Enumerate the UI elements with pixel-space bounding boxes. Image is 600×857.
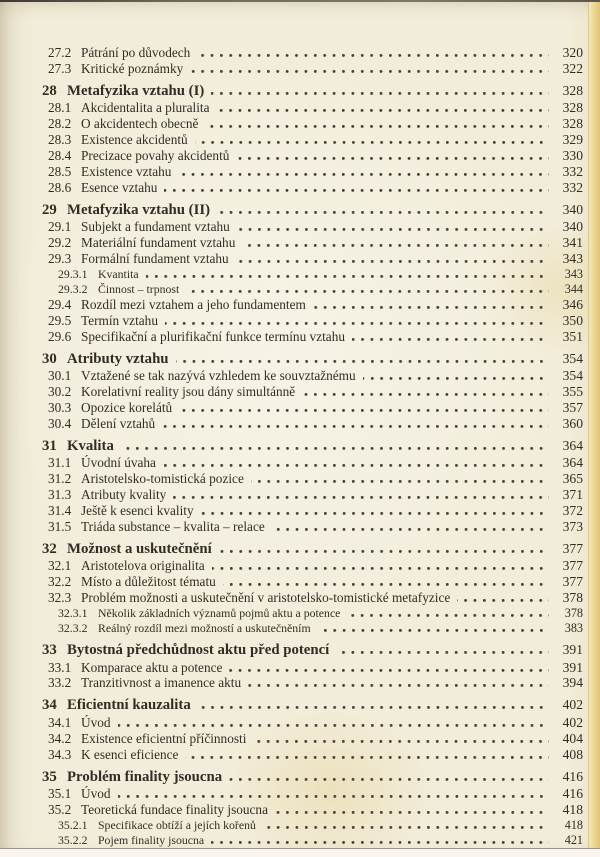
toc-entry-title: Kvantita [98, 266, 139, 281]
dot-leader-icon [201, 512, 549, 515]
dot-leader-icon [118, 724, 549, 727]
toc-entry-number: 32 [42, 540, 57, 557]
dot-leader-icon [165, 322, 549, 325]
toc-entry [42, 148, 583, 164]
toc-entry-title: Několik základních významů pojmů aktu a potence [98, 606, 341, 621]
toc-entry-number: 30.1 [48, 368, 72, 384]
toc-entry-page: 357 [562, 400, 583, 415]
toc-entry-title: Problém možnosti a uskutečnění v aristotelsko-tomistické metafyzice [81, 590, 451, 606]
dot-leader-icon [236, 260, 549, 263]
toc-entry-title: Možnost a uskutečnění [67, 540, 212, 557]
toc-entry [42, 180, 583, 196]
toc-entry [42, 786, 583, 802]
toc-entry-title: Existence vztahu [81, 163, 172, 179]
toc-entry-title: Korelativní reality jsou dány simultánně [81, 384, 296, 400]
toc-entry-title: Existence akcidentů [81, 132, 188, 148]
toc-entry [42, 400, 583, 416]
toc-entry-number: 28.2 [48, 116, 72, 132]
toc-entry-page: 383 [564, 621, 583, 636]
dot-leader-icon [248, 684, 549, 687]
toc-entry-title: Termín vztahu [81, 312, 158, 328]
toc-entry [42, 574, 583, 590]
dot-leader-icon [313, 306, 549, 309]
toc-entry-title: Tranzitivnost a imanence aktu [81, 675, 242, 691]
toc-entry-number: 31.2 [48, 471, 72, 487]
toc-entry-number: 29.5 [48, 312, 72, 328]
toc-entry-page: 408 [562, 746, 583, 762]
toc-entry-title: Materiální fundament vztahu [81, 235, 236, 251]
toc-entry-page: 329 [562, 132, 583, 148]
toc-entry-page: 394 [562, 675, 583, 691]
toc-entry-page: 343 [564, 266, 583, 281]
toc-entry-number: 30 [42, 350, 57, 367]
dot-leader-icon [211, 92, 549, 95]
toc-entry-number: 34.1 [48, 714, 72, 730]
toc-entry-title: Reálný rozdíl mezi možností a uskutečněním [98, 621, 311, 636]
toc-entry-page: 360 [562, 415, 583, 431]
toc-entry [42, 437, 583, 456]
toc-entry [42, 164, 583, 180]
dot-leader-icon [198, 706, 549, 709]
toc-entry-number: 28 [42, 82, 57, 99]
toc-entry-title: Aristotelsko-tomistická pozice [81, 471, 244, 487]
toc-entry [42, 519, 583, 535]
dot-leader-icon [178, 173, 549, 176]
toc-entry-title: Úvod [81, 786, 111, 802]
toc-entry-title: K esenci eficience [81, 746, 179, 762]
toc-entry [42, 297, 583, 313]
toc-entry-number: 32.3.1 [58, 606, 88, 621]
toc-entry [42, 82, 583, 101]
toc-entry-number: 30.4 [48, 415, 72, 431]
toc-entry-number: 35.1 [48, 786, 72, 802]
page-fore-edge [588, 0, 600, 849]
toc-entry [42, 235, 583, 251]
toc-entry-page: 351 [562, 328, 583, 344]
toc-entry-title: Komparace aktu a potence [81, 659, 223, 675]
toc-entry-title: Ještě k esenci kvality [81, 503, 194, 519]
dot-leader-icon [190, 70, 549, 73]
toc-entry-number: 35 [42, 768, 57, 785]
toc-entry-page: 343 [562, 251, 583, 267]
toc-entry-number: 31.4 [48, 503, 72, 519]
toc-entry [42, 660, 583, 676]
toc-entry-title: Dělení vztahů [81, 415, 156, 431]
dot-leader-icon [164, 189, 549, 192]
toc-entry-number: 29.2 [48, 235, 72, 251]
toc-entry-title: Esence vztahu [81, 179, 158, 195]
toc-entry-page: 340 [562, 219, 583, 235]
toc-entry-title: Kritické poznámky [81, 60, 184, 76]
toc-entry [42, 731, 583, 747]
toc-entry-page: 391 [562, 659, 583, 675]
dot-leader-icon [253, 740, 549, 743]
dot-leader-icon [336, 651, 549, 654]
toc-entry-number: 30.3 [48, 400, 72, 415]
toc-entry-title: Teoretická fundace finality jsoucna [81, 802, 268, 817]
dot-leader-icon [237, 228, 549, 231]
scanner-bottom-strip [0, 848, 600, 857]
scanner-top-edge [0, 0, 600, 2]
toc-entry-page: 391 [562, 642, 583, 658]
toc-entry-page: 364 [562, 455, 583, 471]
toc-entry-title: Atributy vztahu [67, 350, 169, 367]
toc-entry-number: 34 [42, 697, 57, 714]
dot-leader-icon [146, 275, 549, 278]
toc-entry-number: 31 [42, 437, 57, 454]
toc-entry-number: 29 [42, 201, 57, 218]
toc-entry-title: Specifikační a plurifikační funkce termínu vztahu [81, 328, 345, 344]
toc-entry-page: 320 [562, 45, 583, 60]
toc-entry [42, 313, 583, 329]
toc-entry-title: Problém finality jsoucna [67, 768, 223, 785]
toc-entry-number: 33.2 [48, 675, 72, 691]
toc-entry-number: 35.2.2 [58, 832, 88, 847]
toc-entry [42, 201, 583, 220]
toc-entry [42, 641, 583, 660]
dot-leader-icon [118, 795, 549, 798]
toc-entry [42, 368, 583, 384]
toc-entry-page: 328 [562, 82, 583, 98]
toc-entry-page: 344 [564, 281, 583, 296]
dot-leader-icon [251, 480, 549, 483]
toc-entry-title: Metafyzika vztahu (II) [67, 201, 211, 218]
toc-entry-number: 33.1 [48, 659, 72, 675]
toc-entry [42, 606, 583, 621]
toc-entry [42, 100, 583, 116]
toc-entry-number: 31.5 [48, 518, 72, 534]
toc-entry-page: 355 [562, 384, 583, 400]
dot-leader-icon [176, 360, 549, 363]
toc-entry [42, 384, 583, 400]
toc-entry-title: Místo a důležitost tématu [81, 574, 216, 590]
dot-leader-icon [352, 338, 549, 341]
toc-entry-number: 32.3.2 [58, 621, 88, 636]
toc-entry [42, 818, 583, 833]
toc-entry-title: Úvodní úvaha [81, 455, 156, 471]
toc-entry [42, 132, 583, 148]
dot-leader-icon [236, 157, 549, 160]
toc-entry [42, 768, 583, 787]
toc-entry-page: 332 [562, 179, 583, 195]
toc-entry [42, 219, 583, 235]
toc-entry [42, 621, 583, 636]
toc-entry-page: 328 [562, 116, 583, 132]
toc-entry-page: 421 [564, 832, 583, 847]
dot-leader-icon [229, 778, 549, 781]
dot-leader-icon [275, 811, 549, 814]
toc-entry-title: O akcidentech obecně [81, 116, 199, 132]
dot-leader-icon [163, 464, 549, 467]
toc-entry-number: 31.3 [48, 487, 72, 503]
toc-entry-page: 341 [562, 235, 583, 251]
dot-leader-icon [272, 528, 549, 531]
dot-leader-icon [363, 377, 549, 380]
dot-leader-icon [263, 826, 549, 829]
toc-entry-number: 35.2 [48, 802, 72, 817]
toc-entry-page: 418 [564, 817, 583, 832]
dot-leader-icon [197, 54, 549, 57]
toc-entry-number: 35.2.1 [58, 817, 88, 832]
toc-entry-number: 32.3 [48, 590, 72, 606]
toc-entry-number: 29.4 [48, 296, 72, 312]
toc-entry-number: 32.1 [48, 558, 72, 574]
toc-entry-title: Triáda substance – kvalita – relace [81, 518, 265, 534]
dot-leader-icon [318, 629, 549, 632]
toc-entry [42, 715, 583, 731]
toc-entry-title: Metafyzika vztahu (I) [67, 82, 205, 99]
toc-entry-title: Existence eficientní příčinnosti [81, 730, 247, 746]
dot-leader-icon [219, 550, 549, 553]
toc-entry-number: 34.2 [48, 730, 72, 746]
dot-leader-icon [212, 567, 549, 570]
toc-entry [42, 675, 583, 691]
toc-entry-page: 418 [562, 802, 583, 817]
toc-entry-title: Kvalita [67, 437, 114, 454]
toc-entry [42, 61, 583, 77]
toc-entry-page: 354 [562, 350, 583, 366]
toc-entry [42, 267, 583, 282]
dot-leader-icon [179, 409, 549, 412]
toc-entry-number: 28.4 [48, 148, 72, 164]
toc-entry [42, 45, 583, 61]
toc-entry-title: Eficientní kauzalita [67, 697, 191, 714]
toc-entry [42, 282, 583, 297]
dot-leader-icon [195, 141, 549, 144]
toc-entry-number: 30.2 [48, 384, 72, 400]
toc-entry-number: 28.6 [48, 179, 72, 195]
toc-entry [42, 116, 583, 132]
toc-entry [42, 802, 583, 818]
dot-leader-icon [216, 109, 549, 112]
toc-entry-title: Atributy kvality [81, 487, 167, 503]
toc-entry [42, 416, 583, 432]
toc-entry-page: 330 [562, 148, 583, 164]
toc-entry-page: 402 [562, 697, 583, 713]
toc-entry-title: Opozice korelátů [81, 400, 173, 415]
dot-leader-icon [211, 841, 549, 844]
toc-entry-title: Pátrání po důvodech [81, 45, 191, 60]
toc-entry [42, 350, 583, 369]
toc-entry-number: 32.2 [48, 574, 72, 590]
dot-leader-icon [347, 614, 549, 617]
dot-leader-icon [121, 447, 549, 450]
toc-entry [42, 487, 583, 503]
toc-entry [42, 455, 583, 471]
toc-entry-number: 28.1 [48, 100, 72, 116]
toc-entry-number: 28.3 [48, 132, 72, 148]
toc-entry-title: Precizace povahy akcidentů [81, 148, 230, 164]
toc-entry-number: 29.3.2 [58, 281, 88, 296]
toc-entry-page: 340 [562, 201, 583, 217]
toc-entry-number: 27.3 [48, 60, 72, 76]
toc-entry-page: 373 [562, 518, 583, 534]
toc-entry-number: 29.1 [48, 219, 72, 235]
toc-entry [42, 558, 583, 574]
dot-leader-icon [223, 583, 549, 586]
dot-leader-icon [205, 125, 549, 128]
toc-entry-page: 378 [562, 590, 583, 606]
toc-entry-number: 28.5 [48, 163, 72, 179]
toc-entry [42, 329, 583, 345]
toc-entry-page: 377 [562, 540, 583, 556]
toc-entry-number: 34.3 [48, 746, 72, 762]
dot-leader-icon [162, 425, 549, 428]
dot-leader-icon [173, 496, 549, 499]
toc-entry [42, 540, 583, 559]
toc-entry-number: 29.3 [48, 251, 72, 267]
toc-entry [42, 590, 583, 606]
toc-entry-page: 346 [562, 296, 583, 312]
toc-entry-page: 378 [564, 606, 583, 621]
toc-entry-page: 416 [562, 786, 583, 802]
toc-entry-title: Rozdíl mezi vztahem a jeho fundamentem [81, 296, 306, 312]
dot-leader-icon [186, 290, 549, 293]
toc-entry-page: 332 [562, 163, 583, 179]
toc-entry-title: Specifikace obtíží a jejích kořenů [98, 817, 256, 832]
toc-entry [42, 696, 583, 715]
toc-entry-number: 31.1 [48, 455, 72, 471]
toc-entry-page: 404 [562, 730, 583, 746]
dot-leader-icon [242, 244, 549, 247]
toc-entry-page: 402 [562, 714, 583, 730]
toc-entry-title: Úvod [81, 714, 111, 730]
toc-entry-title: Vztažené se tak nazývá vzhledem ke souvztažnému [81, 368, 356, 384]
toc-entry-page: 372 [562, 503, 583, 519]
toc-entry-page: 322 [562, 60, 583, 76]
toc-entry-page: 354 [562, 368, 583, 384]
dot-leader-icon [217, 211, 549, 214]
toc-entry-title: Aristotelova originalita [81, 558, 205, 574]
dot-leader-icon [302, 393, 549, 396]
toc-entry-page: 416 [562, 768, 583, 784]
toc-entry-number: 29.6 [48, 328, 72, 344]
toc-entry [42, 833, 583, 848]
toc-entry [42, 251, 583, 267]
toc-entry-title: Bytostná předchůdnost aktu před potencí [67, 642, 330, 659]
toc-entry-number: 33 [42, 642, 57, 659]
toc-entry [42, 747, 583, 763]
toc-entry-number: 27.2 [48, 45, 72, 60]
dot-leader-icon [229, 669, 549, 672]
toc-entry-page: 328 [562, 100, 583, 116]
toc-entry-page: 371 [562, 487, 583, 503]
toc-entry-title: Subjekt a fundament vztahu [81, 219, 230, 235]
toc-entry-title: Činnost – trpnost [98, 281, 180, 296]
toc-entry-page: 365 [562, 471, 583, 487]
toc-entry-page: 364 [562, 437, 583, 453]
toc-entry-title: Pojem finality jsoucna [98, 832, 205, 847]
toc-entry [42, 503, 583, 519]
toc-entry-title: Akcidentalita a pluralita [81, 100, 210, 116]
toc-entry [42, 471, 583, 487]
dot-leader-icon [457, 599, 549, 602]
toc-entry-title: Formální fundament vztahu [81, 251, 229, 267]
toc-entry-page: 377 [562, 558, 583, 574]
toc-entry-page: 377 [562, 574, 583, 590]
dot-leader-icon [185, 756, 549, 759]
toc-entry-number: 29.3.1 [58, 266, 88, 281]
toc-entry-page: 350 [562, 312, 583, 328]
